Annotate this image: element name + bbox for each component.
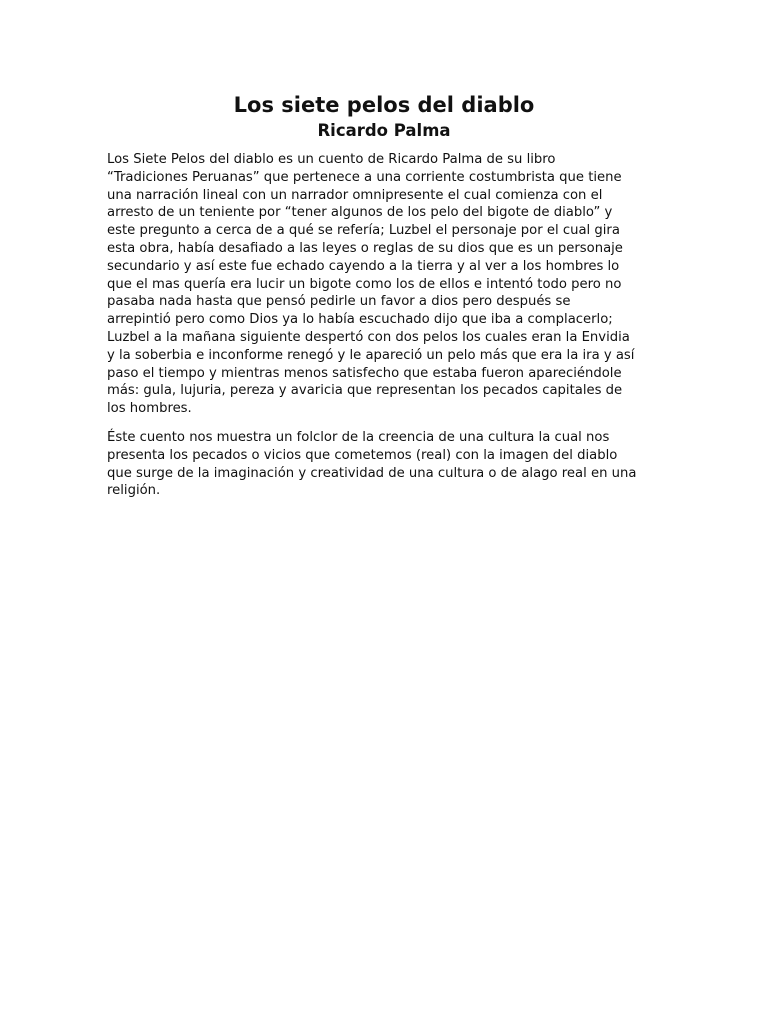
body-paragraph-1: Los Siete Pelos del diablo es un cuento de Ricardo Palma de su libro “Tradiciones Peruanas” que pertenece a una corriente costumbrista que tiene una narración lineal con un narrador omnipresente el cual comienza con el arresto de un teniente por “tener algunos de los pelo del bigote de diablo” y este pregunto a cerca de a qué se refería; Luzbel el personaje por el cual gira esta obra, había desafiado a las leyes o reglas de su dios que es un personaje secundario y así este fue echado cayendo a la tierra y al ver a los hombres lo que el mas quería era lucir un bigote como los de ellos e intentó todo pero no pasaba nada hasta que pensó pedirle un favor a dios pero después se arrepintió pero como Dios ya lo había escuchado dijo que iba a complacerlo; Luzbel a la mañana siguiente despertó con dos pelos los cuales eran la Envidia y la soberbia e inconforme renegó y le apareció un pelo más que era la ira y así paso el tiempo y mientras menos satisfecho que estaba fueron apareciéndole más: gula, lujuria, pereza y avaricia que representan los pecados capitales de los hombres. [107,152,635,417]
body-paragraph-2: Éste cuento nos muestra un folclor de la creencia de una cultura la cual nos presenta los pecados o vicios que cometemos (real) con la imagen del diablo que surge de la imaginación y creatividad de una cultura o de alago real en una religión. [107,429,637,499]
document-author: Ricardo Palma [317,121,451,140]
document-title: Los siete pelos del diablo [233,93,535,117]
document-body [107,151,667,511]
